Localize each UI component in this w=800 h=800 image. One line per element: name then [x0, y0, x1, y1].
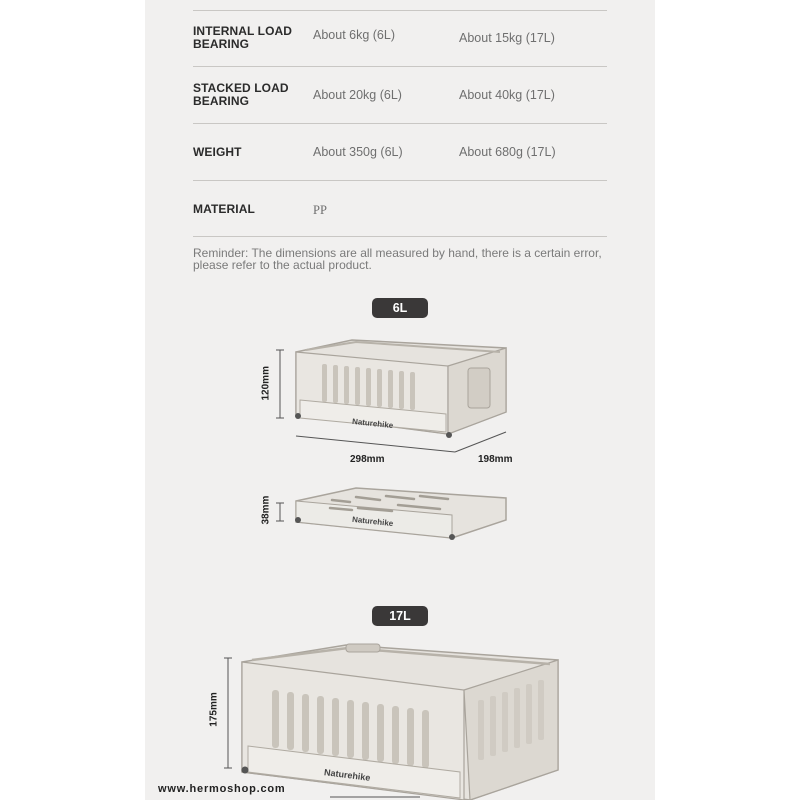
brand-logo-6l-folded: Naturehike [351, 514, 394, 529]
height-label-17l: 175mm [208, 692, 220, 727]
spec-label-stacked-load: STACKED LOAD BEARING [193, 81, 289, 108]
brand-logo-17l: Naturehike [323, 767, 371, 783]
spec-label-internal-load: INTERNAL LOAD BEARING [193, 24, 293, 51]
spec-value-6l: About 6kg (6L) [313, 28, 395, 42]
spec-value-17l: About 40kg (17L) [459, 88, 555, 102]
spec-label-material: MATERIAL [193, 202, 255, 216]
measurement-reminder: Reminder: The dimensions are all measured by hand, there is a certain error, please refer to the actual product. [193, 246, 602, 272]
size-badge-6l: 6L [372, 298, 428, 318]
size-badge-17l: 17L [372, 606, 428, 626]
folded-height-label-6l: 38mm [260, 495, 272, 525]
height-label-6l: 120mm [260, 366, 272, 401]
brand-logo-6l: Naturehike [351, 416, 394, 431]
length-label-6l: 298mm [350, 454, 385, 465]
spec-value-17l: About 680g (17L) [459, 145, 556, 159]
spec-value-material: PP [313, 203, 327, 217]
width-label-6l: 198mm [478, 454, 513, 465]
spec-value-6l: About 350g (6L) [313, 145, 403, 159]
spec-value-6l: About 20kg (6L) [313, 88, 402, 102]
spec-label-weight: WEIGHT [193, 145, 242, 159]
spec-value-17l: About 15kg (17L) [459, 31, 555, 45]
watermark-url: www.hermoshop.com [158, 783, 286, 795]
